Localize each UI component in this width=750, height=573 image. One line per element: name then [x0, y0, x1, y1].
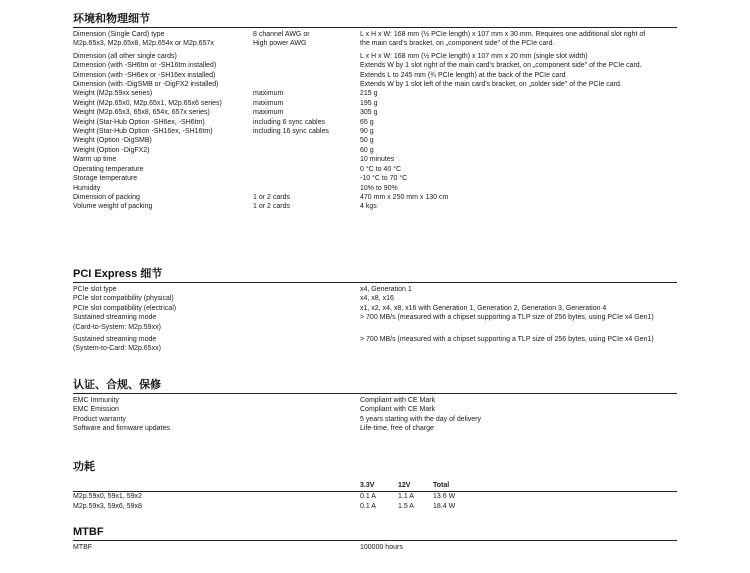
row-label: EMC Emission [73, 406, 119, 414]
col-12v: 12V [398, 482, 411, 489]
table-row [73, 502, 677, 512]
row-value: 90 g [360, 128, 374, 136]
table-row [73, 165, 677, 174]
table-row [73, 80, 677, 89]
table-row [73, 71, 677, 80]
row-value: 10% to 90% [360, 184, 398, 192]
section-title: 环境和物理细节 [73, 13, 677, 28]
table-row [73, 335, 677, 354]
row-label: EMC Immunity [73, 397, 119, 404]
row-value: 60 g [360, 146, 374, 154]
table-row [73, 202, 677, 211]
row-value: 50 g [360, 137, 374, 145]
spec-table [73, 285, 677, 354]
table-row [73, 285, 677, 294]
row-value: 215 g [360, 90, 378, 98]
section-environmental [73, 13, 677, 212]
table-row [73, 118, 677, 127]
row-value: 65 g [360, 118, 374, 126]
row-value: x4, x8, x16 [360, 295, 394, 303]
section-title: PCI Express 细节 [73, 268, 677, 283]
row-value: 195 g [360, 99, 378, 107]
row-value: 100000 hours [360, 544, 403, 551]
row-condition: maximum [253, 90, 284, 98]
row-condition: maximum [253, 99, 284, 107]
spec-table [73, 396, 677, 434]
row-label: Weight (M2p.59xx series) [73, 90, 153, 98]
table-row [73, 405, 677, 414]
cell-total: 13.6 W [433, 493, 456, 500]
row-label: Weight (Option -DigSMB) [73, 137, 152, 145]
row-label: Storage temperature [73, 175, 138, 183]
row-value: L x H x W: 168 mm (½ PCIe length) x 107 mm x 20 mm (single slot width) [360, 52, 588, 60]
table-row [73, 127, 677, 136]
section-mtbf [73, 526, 677, 552]
row-value: 305 g [360, 109, 378, 117]
section-title: 认证、合规、保修 [73, 379, 677, 394]
col-3v3: 3.3V [360, 482, 375, 489]
table-row [73, 52, 677, 61]
row-label: M2p.59x0, 59x1, 59x2 [73, 493, 142, 500]
table-row [73, 424, 677, 433]
row-label: Software and firmware updates [73, 425, 170, 433]
row-value: x4, Generation 1 [360, 286, 412, 293]
table-row [73, 304, 677, 313]
row-label: PCIe slot type [73, 286, 117, 293]
row-label: Sustained streaming mode (System-to-Card: M2p.65xx) [73, 336, 161, 353]
row-value: Life-time, free of charge [360, 425, 434, 433]
power-table-header [73, 481, 677, 492]
row-label: PCIe slot compatibility (physical) [73, 295, 174, 303]
table-row [73, 30, 677, 49]
row-label: Operating temperature [73, 165, 144, 173]
row-value: Compliant with CE Mark [360, 397, 436, 404]
row-label: M2p.59x3, 59x6, 59x8 [73, 503, 142, 510]
row-condition: 1 or 2 cards [253, 193, 290, 201]
row-condition: 1 or 2 cards [253, 203, 290, 211]
row-label: Sustained streaming mode (Card-to-System: M2p.59xx) [73, 314, 161, 331]
row-label: Weight (M2p.65x3, 65x8, 654x, 657x series) [73, 109, 210, 117]
row-label: Dimension (all other single cards) [73, 52, 177, 60]
row-value: x1, x2, x4, x8, x16 with Generation 1, Generation 2, Generation 3, Generation 4 [360, 304, 607, 312]
row-value: 4 kgs [360, 203, 377, 211]
section-certification [73, 379, 677, 434]
row-label: Product warranty [73, 415, 126, 423]
row-value: > 700 MB/s (measured with a chipset supporting a TLP size of 256 bytes, using PCIe x4 Gen1) [360, 336, 654, 344]
row-label: Volume weight of packing [73, 203, 153, 211]
table-row [73, 108, 677, 117]
row-label: Dimension of packing [73, 193, 140, 201]
table-row [73, 193, 677, 202]
table-row [73, 61, 677, 70]
section-power [73, 461, 677, 512]
table-row [73, 155, 677, 164]
power-table [73, 492, 677, 512]
row-value: Extends W by 1 slot right of the main card's bracket, on „component side" of the PCIe card. [360, 62, 642, 70]
spec-table [73, 30, 677, 212]
cell-12v: 1.5 A [398, 503, 414, 510]
row-label: Warm up time [73, 156, 117, 164]
cell-3v3: 0.1 A [360, 493, 376, 500]
row-label: Dimension (with -DigSMB or -DigFX2 installed) [73, 81, 219, 89]
row-label: Weight (Option -DigFX2) [73, 146, 150, 154]
table-row [73, 396, 677, 405]
row-value: L x H x W: 168 mm (½ PCIe length) x 107 mm x 30 mm. Requires one additional slot right of the main card's bracket, on „component side" of the PCIe card. [360, 31, 646, 48]
row-label: MTBF [73, 544, 93, 551]
row-label: Dimension (with -SH6tm or -SH16tm installed) [73, 62, 217, 70]
row-value: -10 °C to 70 °C [360, 175, 408, 183]
cell-12v: 1.1 A [398, 493, 414, 500]
row-label: Dimension (with -SH6ex or -SH16ex installed) [73, 71, 216, 79]
table-row [73, 184, 677, 193]
table-row [73, 174, 677, 183]
row-label: Weight (Star-Hub Option -SH6ex, -SH6tm) [73, 118, 205, 126]
row-label: PCIe slot compatibility (electrical) [73, 304, 177, 312]
row-value: 0 °C to 40 °C [360, 165, 402, 173]
row-condition: maximum [253, 109, 284, 117]
table-row [73, 415, 677, 424]
row-condition: including 6 sync cables [253, 118, 325, 126]
section-pci-express [73, 268, 677, 357]
table-row [73, 146, 677, 155]
cell-3v3: 0.1 A [360, 503, 376, 510]
row-label: Humidity [73, 184, 101, 192]
row-value: Compliant with CE Mark [360, 406, 436, 414]
row-value: 5 years starting with the day of delivery [360, 415, 482, 423]
row-label: Weight (Star-Hub Option -SH16ex, -SH16tm) [73, 128, 213, 136]
section-title: MTBF [73, 526, 677, 541]
table-row [73, 492, 677, 502]
row-condition: 8 channel AWG or High power AWG [253, 31, 310, 48]
row-label: Weight (M2p.65x0, M2p.65x1, M2p.65x6 series) [73, 99, 222, 107]
row-value: 10 minutes [360, 156, 395, 164]
table-row [73, 99, 677, 108]
row-value: 470 mm x 250 mm x 130 cm [360, 193, 449, 201]
table-row [73, 313, 677, 332]
row-value: > 700 MB/s (measured with a chipset supporting a TLP size of 256 bytes, using PCIe x4 Gen1) [360, 314, 654, 322]
col-total: Total [433, 482, 450, 489]
spec-table [73, 543, 677, 552]
table-row [73, 543, 677, 552]
cell-total: 18.4 W [433, 503, 456, 510]
row-value: Extends L to 245 mm (¾ PCIe length) at the back of the PCIe card [360, 71, 566, 79]
section-title: 功耗 [73, 461, 95, 473]
table-row [73, 89, 677, 98]
row-label: Dimension (Single Card) type M2p.65x3, M2p.65x8, M2p.654x or M2p.657x [73, 31, 214, 48]
row-condition: including 16 sync cables [253, 128, 329, 136]
table-row [73, 136, 677, 145]
row-value: Extends W by 1 slot left of the main card's bracket, on „solder side" of the PCIe card. [360, 81, 622, 89]
table-row [73, 294, 677, 303]
